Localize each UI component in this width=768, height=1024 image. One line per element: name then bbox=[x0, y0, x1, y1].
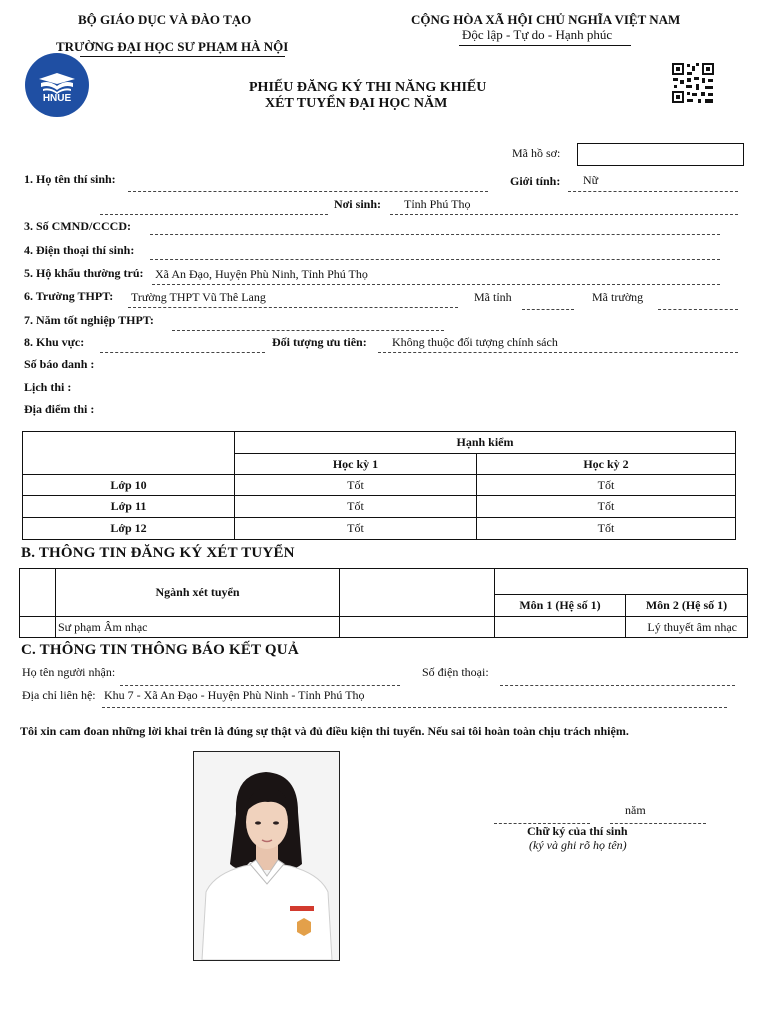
ngay-sinh-dots bbox=[100, 214, 328, 215]
qr-code-icon bbox=[672, 63, 714, 103]
lich-thi-label: Lịch thi : bbox=[24, 380, 72, 394]
conduct-table bbox=[22, 431, 736, 540]
conduct-group-header: Hạnh kiểm bbox=[235, 432, 736, 454]
signature-subtitle: (ký và ghi rõ họ tên) bbox=[529, 838, 627, 852]
nguoi-nhan-label: Họ tên người nhận: bbox=[22, 665, 116, 679]
row-label: Lớp 11 bbox=[23, 496, 235, 518]
gioi-tinh-value[interactable]: Nữ bbox=[583, 173, 599, 187]
ma-tinh-label: Mã tỉnh bbox=[474, 290, 512, 304]
signature-title: Chữ ký của thí sinh bbox=[527, 824, 628, 838]
form-title-line2: XÉT TUYỂN ĐẠI HỌC NĂM bbox=[265, 96, 448, 111]
reg-col-mon2: Môn 2 (Hệ số 1) bbox=[626, 595, 748, 617]
ho-khau-label: 5. Hộ khẩu thường trú: bbox=[24, 266, 144, 280]
declaration-text: Tôi xin cam đoan những lời khai trên là đúng sự thật và đủ điều kiện thi tuyển. Nếu sai tôi hoàn toàn chịu trách nhiệm. bbox=[20, 724, 629, 738]
motto-underline bbox=[459, 45, 631, 46]
khu-vuc-dots bbox=[100, 352, 265, 353]
reg-index-cell bbox=[20, 569, 56, 617]
cell-hk2: Tốt bbox=[477, 475, 736, 496]
reg-subjects-header bbox=[495, 569, 748, 595]
reg-blank-value bbox=[340, 617, 495, 638]
university-underline bbox=[80, 56, 285, 57]
reg-nganh-value: Sư phạm Âm nhạc bbox=[56, 617, 340, 638]
ma-truong-label: Mã trường bbox=[592, 290, 644, 304]
nam-tn-label: 7. Năm tốt nghiệp THPT: bbox=[24, 313, 154, 327]
reg-mon2-value: Lý thuyết âm nhạc bbox=[626, 617, 748, 638]
nguoi-nhan-dots bbox=[120, 685, 400, 686]
ho-khau-value[interactable]: Xã An Đạo, Huyện Phù Ninh, Tỉnh Phú Thọ bbox=[155, 267, 368, 281]
reg-col-mon1: Môn 1 (Hệ số 1) bbox=[495, 595, 626, 617]
registration-table bbox=[19, 568, 748, 638]
dia-chi-value[interactable]: Khu 7 - Xã An Đạo - Huyện Phù Ninh - Tỉnh Phú Thọ bbox=[104, 688, 365, 702]
section-b-title: B. THÔNG TIN ĐĂNG KÝ XÉT TUYỂN bbox=[21, 545, 295, 561]
ho-ten-dots bbox=[128, 191, 488, 192]
form-title-line1: PHIẾU ĐĂNG KÝ THI NĂNG KHIẾU bbox=[249, 80, 487, 95]
table-row bbox=[20, 617, 748, 638]
gioi-tinh-dots bbox=[568, 191, 738, 192]
dia-chi-dots bbox=[102, 707, 727, 708]
so-dt-dots bbox=[500, 685, 735, 686]
book-icon bbox=[25, 53, 89, 117]
ma-tinh-dots bbox=[522, 309, 574, 310]
cell-hk1: Tốt bbox=[235, 496, 477, 518]
section-c-title: C. THÔNG TIN THÔNG BÁO KẾT QUẢ bbox=[21, 642, 299, 658]
cell-hk2: Tốt bbox=[477, 496, 736, 518]
row-label: Lớp 10 bbox=[23, 475, 235, 496]
table-row bbox=[23, 518, 736, 540]
reg-col-nganh: Ngành xét tuyển bbox=[56, 569, 340, 617]
reg-mon1-value bbox=[495, 617, 626, 638]
cell-hk1: Tốt bbox=[235, 518, 477, 540]
doi-tuong-dots bbox=[378, 352, 738, 353]
cell-hk1: Tốt bbox=[235, 475, 477, 496]
logo-text: HNUE bbox=[42, 93, 72, 104]
dia-diem-label: Địa điểm thi : bbox=[24, 402, 95, 416]
candidate-photo bbox=[193, 751, 340, 961]
table-row bbox=[23, 475, 736, 496]
conduct-corner-cell bbox=[23, 432, 235, 475]
motto: Độc lập - Tự do - Hạnh phúc bbox=[462, 27, 613, 42]
conduct-col-hk2: Học kỳ 2 bbox=[477, 454, 736, 475]
country-name: CỘNG HÒA XÃ HỘI CHỦ NGHĨA VIỆT NAM bbox=[411, 12, 681, 27]
doi-tuong-value[interactable]: Không thuộc đối tượng chính sách bbox=[392, 335, 558, 349]
so-dt-label: Số điện thoại: bbox=[422, 665, 489, 679]
conduct-col-hk1: Học kỳ 1 bbox=[235, 454, 477, 475]
ma-truong-dots bbox=[658, 309, 738, 310]
noi-sinh-value[interactable]: Tỉnh Phú Thọ bbox=[404, 197, 471, 211]
dien-thoai-dots bbox=[150, 259, 720, 260]
gioi-tinh-label: Giới tính: bbox=[510, 174, 561, 188]
dia-chi-label: Địa chỉ liên hệ: bbox=[22, 688, 96, 702]
ma-ho-so-label: Mã hồ sơ: bbox=[512, 146, 561, 160]
dien-thoai-label: 4. Điện thoại thí sinh: bbox=[24, 243, 135, 257]
khu-vuc-label: 8. Khu vực: bbox=[24, 335, 85, 349]
doi-tuong-label: Đối tượng ưu tiên: bbox=[272, 335, 367, 349]
ma-ho-so-field[interactable] bbox=[577, 143, 744, 166]
reg-blank-col bbox=[340, 569, 495, 617]
so-bao-danh-label: Số báo danh : bbox=[24, 357, 95, 371]
hnue-logo bbox=[25, 53, 89, 117]
row-label: Lớp 12 bbox=[23, 518, 235, 540]
nam-tn-dots bbox=[172, 330, 444, 331]
reg-index-value bbox=[20, 617, 56, 638]
signature-nam-label: năm bbox=[625, 803, 646, 817]
ministry-name: BỘ GIÁO DỤC VÀ ĐÀO TẠO bbox=[78, 12, 252, 27]
truong-thpt-value[interactable]: Trường THPT Vũ Thê Lang bbox=[131, 290, 266, 304]
table-row bbox=[23, 496, 736, 518]
ho-khau-dots bbox=[152, 284, 720, 285]
cmnd-dots bbox=[150, 234, 720, 235]
noi-sinh-dots bbox=[390, 214, 738, 215]
cell-hk2: Tốt bbox=[477, 518, 736, 540]
ho-ten-label: 1. Họ tên thí sinh: bbox=[24, 172, 116, 186]
truong-thpt-label: 6. Trường THPT: bbox=[24, 289, 114, 303]
noi-sinh-label: Nơi sinh: bbox=[334, 197, 381, 211]
truong-thpt-dots bbox=[128, 307, 458, 308]
cmnd-label: 3. Số CMND/CCCD: bbox=[24, 219, 131, 233]
university-name: TRƯỜNG ĐẠI HỌC SƯ PHẠM HÀ NỘI bbox=[56, 39, 289, 54]
